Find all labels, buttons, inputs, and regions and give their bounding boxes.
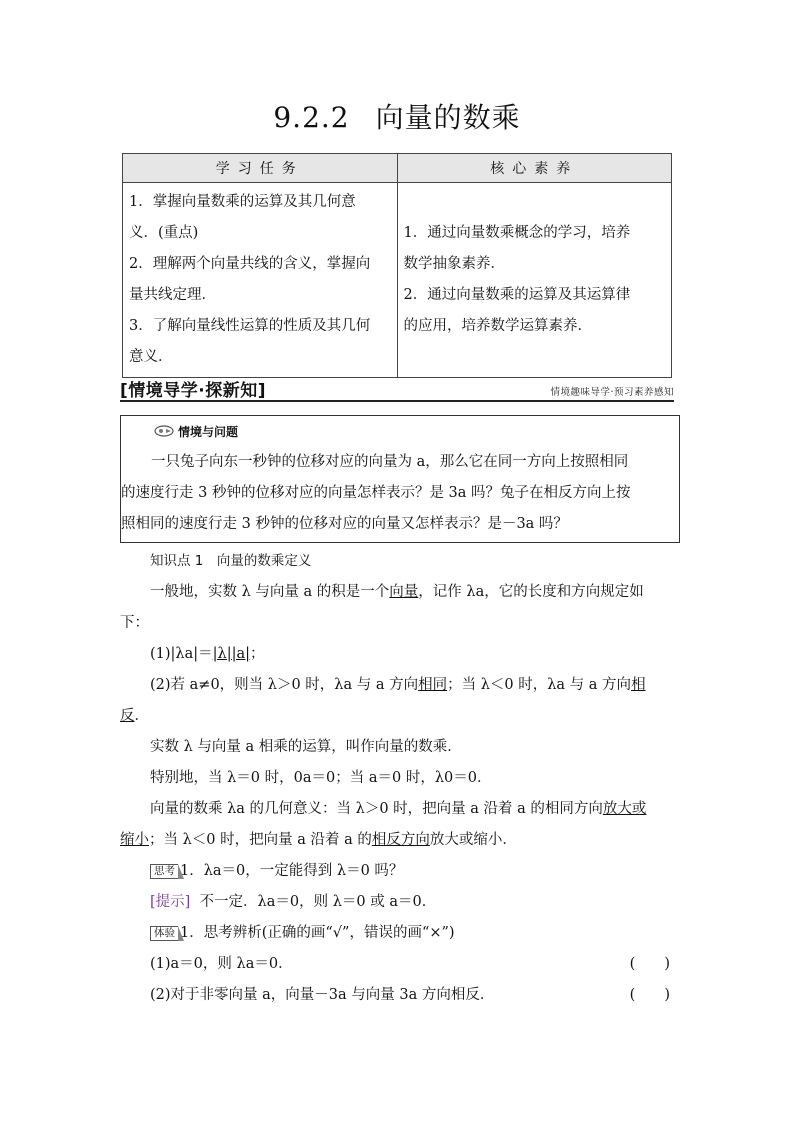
think-question: 思考 1．λa＝0，一定能得到 λ＝0 吗？ xyxy=(120,856,676,887)
answer-blank[interactable]: ( ) xyxy=(629,987,670,1003)
special-case: 特别地，当 λ＝0 时，0a＝0；当 a＝0 时，λ0＝0． xyxy=(150,770,492,786)
exercise-q2: (2)对于非零向量 a，向量－3a 与向量 3a 方向相反． ( ) xyxy=(120,980,676,1011)
page-title xyxy=(0,96,794,136)
definition-line: 一般地，实数 λ 与向量 a 的积是一个向量，记作 λa，它的长度和方向规定如 xyxy=(150,584,644,600)
section-bar xyxy=(120,376,674,402)
rule-length: (1)|λa|＝|λ||a|； xyxy=(150,646,265,662)
section-title: 向量的数乘 xyxy=(375,101,521,134)
geometric-meaning: 向量的数乘 λa 的几何意义：当 λ＞0 时，把向量 a 沿着 a 的相同方向放大或 xyxy=(150,801,647,817)
main-content xyxy=(120,546,676,1011)
scenario-heading xyxy=(154,423,238,440)
literacy-line: 数学抽象素养． xyxy=(403,256,505,272)
answer-blank[interactable]: ( ) xyxy=(629,956,670,972)
scenario-line: 照相同的速度行走 3 秒钟的位移对应的向量又怎样表示？是－3a 吗？ xyxy=(121,516,568,532)
exercise-q1: (1)a＝0，则 λa＝0． ( ) xyxy=(120,949,676,980)
definition-line-end: 下： xyxy=(120,615,149,631)
header-learning-tasks: 学习任务 xyxy=(123,154,398,183)
operation-definition: 实数 λ 与向量 a 相乘的运算，叫作向量的数乘． xyxy=(150,739,462,755)
scenario-body xyxy=(121,447,679,540)
task-line: 义．(重点) xyxy=(129,225,199,241)
core-literacy-cell xyxy=(397,183,672,378)
task-line: 2．理解两个向量共线的含义，掌握向 xyxy=(129,256,371,272)
scenario-line: 的速度行走 3 秒钟的位移对应的向量怎样表示？是 3a 吗？兔子在相反方向上按 xyxy=(121,485,631,501)
literacy-line: 1．通过向量数乘概念的学习，培养 xyxy=(403,225,631,241)
think-tag: 思考 xyxy=(150,864,178,879)
hint-line: [提示] 不一定．λa＝0，则 λ＝0 或 a＝0． xyxy=(150,894,437,910)
section-label: [情境导学·探新知] xyxy=(120,381,266,401)
rule-direction: (2)若 a≠0，则当 λ＞0 时，λa 与 a 方向相同；当 λ＜0 时，λa 与 a 方向相 xyxy=(150,677,646,693)
literacy-line: 2．通过向量数乘的运算及其运算律 xyxy=(403,287,631,303)
knowledge-point-title: 知识点 1 向量的数乘定义 xyxy=(150,553,312,569)
exercise-tag: 体验 xyxy=(150,926,178,941)
rule-direction-end: 反． xyxy=(120,708,149,724)
task-line: 量共线定理． xyxy=(129,287,216,303)
literacy-line: 的应用，培养数学运算素养． xyxy=(403,318,592,334)
task-line: 意义． xyxy=(129,349,173,365)
task-line: 1．掌握向量数乘的运算及其几何意 xyxy=(129,194,356,210)
objectives-table xyxy=(122,153,672,378)
scenario-line: 一只兔子向东一秒钟的位移对应的向量为 a，那么它在同一方向上按照相同 xyxy=(151,454,629,470)
scenario-icon xyxy=(154,425,174,440)
learning-tasks-cell xyxy=(123,183,398,378)
task-line: 3．了解向量线性运算的性质及其几何 xyxy=(129,318,371,334)
header-core-literacy: 核心素养 xyxy=(397,154,672,183)
scenario-heading-text: 情境与问题 xyxy=(178,425,239,439)
hint-tag: [提示] xyxy=(150,894,191,910)
section-number: 9.2.2 xyxy=(273,101,350,134)
scenario-box xyxy=(120,415,680,543)
geometric-meaning-cont: 缩小；当 λ＜0 时，把向量 a 沿着 a 的相反方向放大或缩小． xyxy=(120,832,517,848)
exercise-heading: 体验 1．思考辨析(正确的画“√”，错误的画“×”) xyxy=(120,918,676,949)
section-note: 情境趣味导学·预习素养感知 xyxy=(550,387,674,398)
